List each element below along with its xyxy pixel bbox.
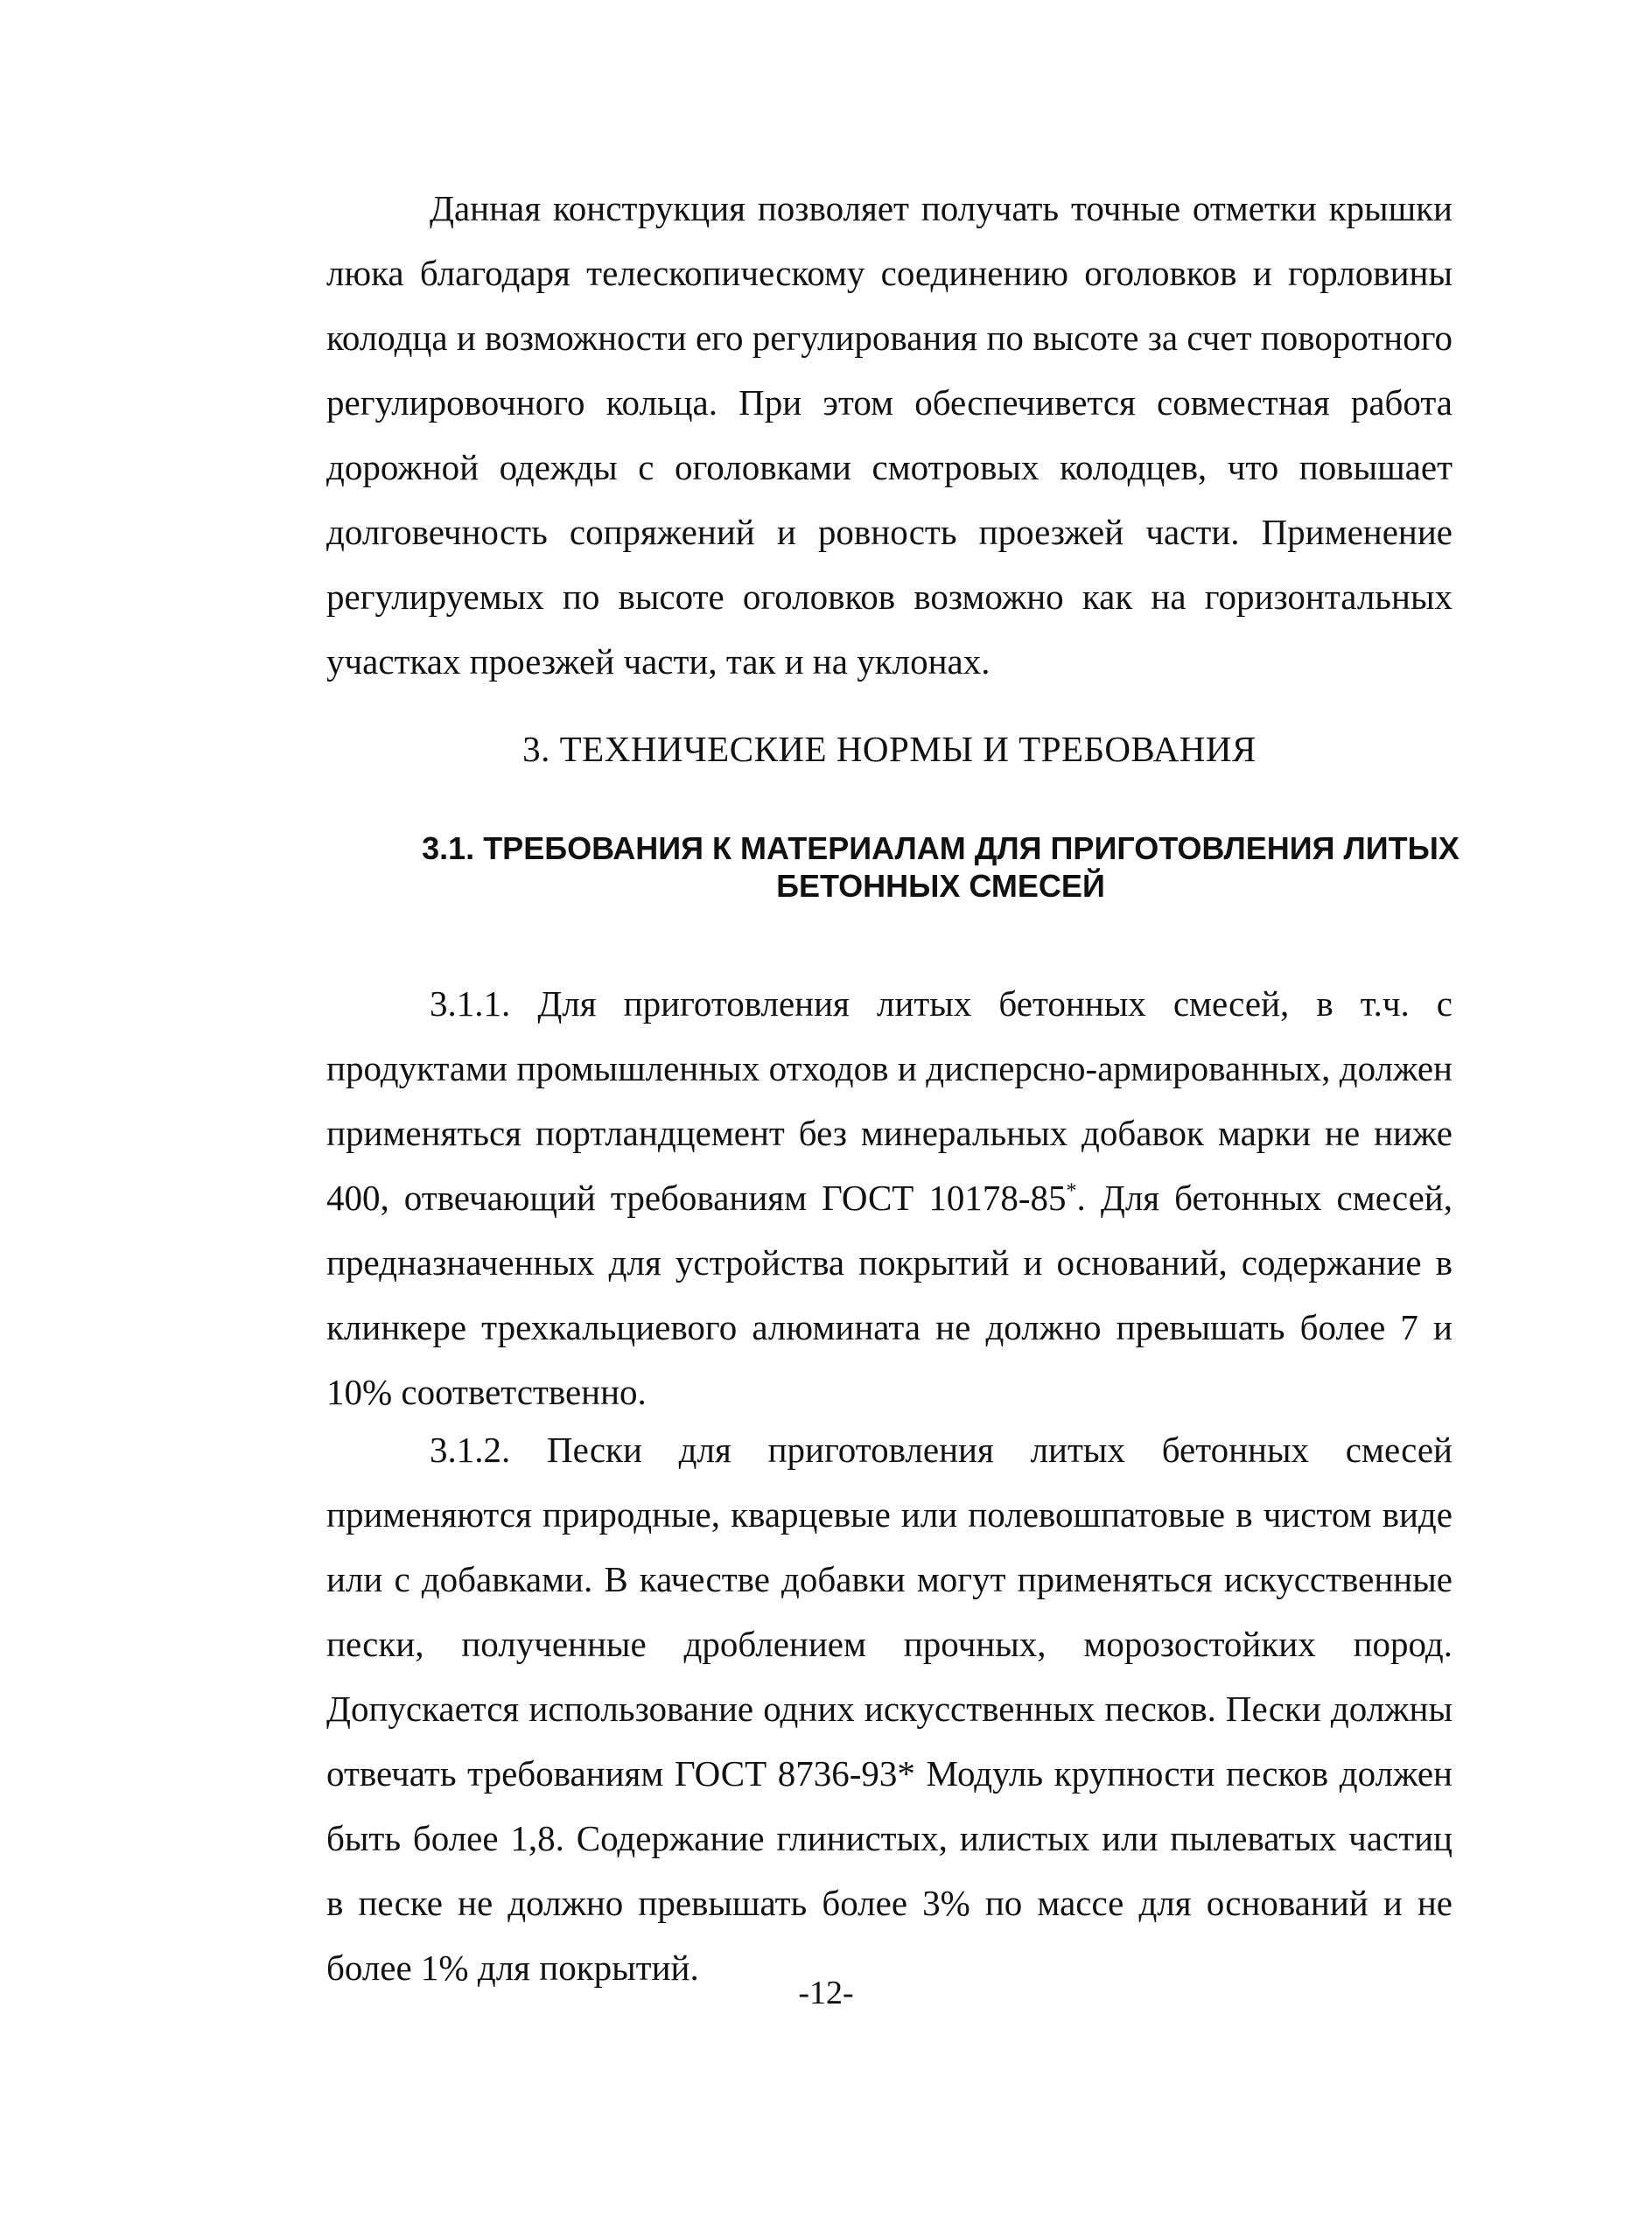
intro-paragraph: Данная конструкция позволяет получать точные отметки крышки люка благодаря телескопическому соединению оголовков и горловины колодца и возможности его регулирования по высоте за счет поворотного регулировочного кольца. При этом обеспечивется совместная работа дорожной одежды с оголовками смотровых колодцев, что повышает долговечность сопряжений и ровность проезжей части. Применение регулируемых по высоте оголовков возможно как на горизонтальных участках проезжей части, так и на уклонах. [326,188,1452,682]
paragraph-3-1-1 [326,971,1452,1424]
paragraph-3-1-1-text-start: 3.1.1. Для приготовления литых бетонных смесей, в т.ч. с продуктами промышленных отходов и дисперсно-армированных, должен применяться портландцемент без минеральных добавок марки не ниже 400, отвечающий требованиям ГОСТ 10178-85 [326,983,1452,1218]
paragraph-3-1-1-text-end: . Для бетонных смесей, предназначенных для устройства покрытий и оснований, содержание в клинкере трехкальциевого алюмината не должно превышать более 7 и 10% соответственно. [326,1178,1453,1412]
page-number: -12- [798,1975,854,2011]
section-heading: 3. ТЕХНИЧЕСКИЕ НОРМЫ И ТРЕБОВАНИЯ [522,729,1256,769]
subsection-heading-line2: БЕТОННЫХ СМЕСЕЙ [776,868,1105,904]
footnote-asterisk: * [1066,1179,1077,1203]
subsection-heading-line1: 3.1. ТРЕБОВАНИЯ К МАТЕРИАЛАМ ДЛЯ ПРИГОТОВЛЕНИЯ ЛИТЫХ [422,830,1460,866]
subsection-heading [420,829,1461,905]
paragraph-3-1-2: 3.1.2. Пески для приготовления литых бетонных смесей применяются природные, кварцевые или полевошпатовые в чистом виде или с добавками. В качестве добавки могут применяться искусственные пески, полученные дроблением прочных, морозостойких пород. Допускается использование одних искусственных песков. Пески должны отвечать требованиям ГОСТ 8736-93* Модуль крупности песков должен быть более 1,8. Содержание глинистых, илистых или пылеватых частиц в песке не должно превышать более 3% по массе для оснований и не более 1% для покрытий. [326,1430,1452,1988]
